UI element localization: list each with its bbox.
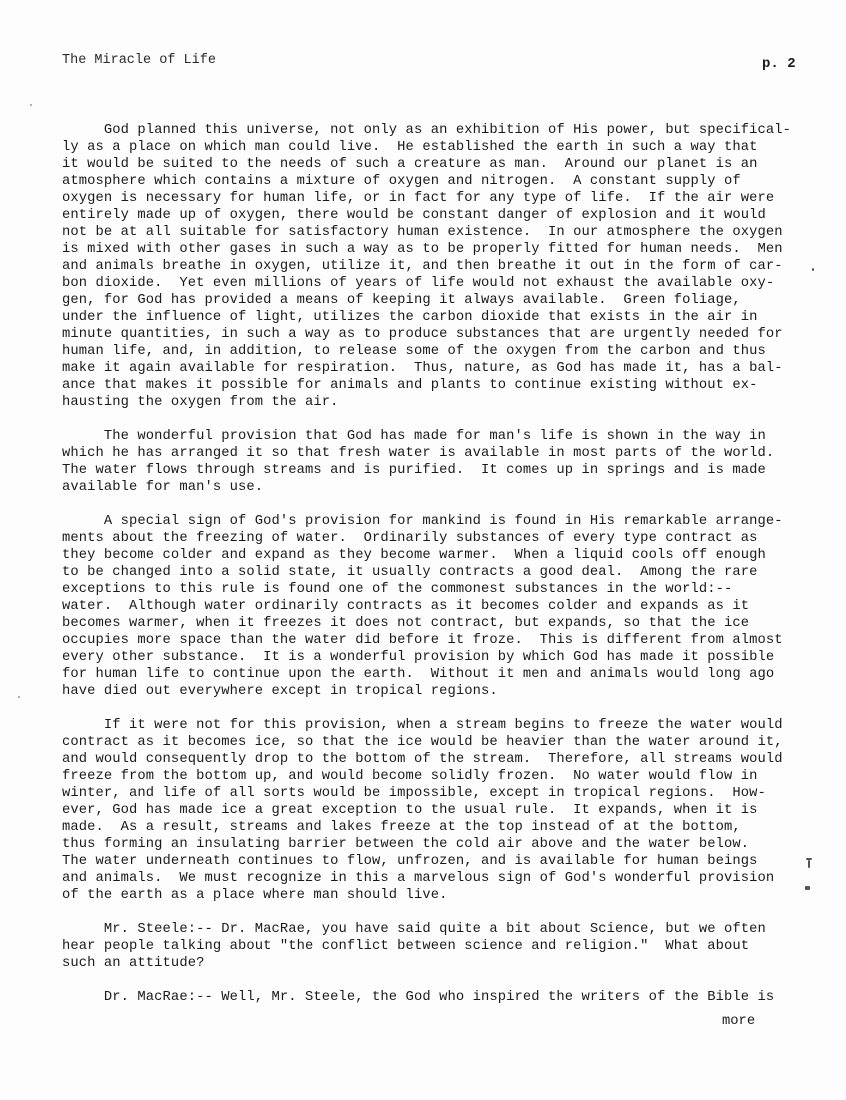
scan-speck [18,696,20,698]
text-line: under the influence of light, utilizes the carbon dioxide that exists in the air in [62,310,758,325]
text-line: entirely made up of oxygen, there would be constant danger of explosion and it would [62,208,766,223]
text-line: ly as a place on which man could live. He established the earth in such a way that [62,140,758,155]
paragraph [62,122,822,411]
text-line: If it were not for this provision, when a stream begins to freeze the water would [62,718,783,733]
text-line: which he has arranged it so that fresh water is available in most parts of the world. [62,446,775,461]
text-line: Mr. Steele:-- Dr. MacRae, you have said quite a bit about Science, but we often [62,922,766,937]
text-line: to be changed into a solid state, it usually contracts a good deal. Among the rare [62,565,758,580]
text-line: The water flows through streams and is purified. It comes up in springs and is made [62,463,766,478]
text-line: not be at all suitable for satisfactory human existence. In our atmosphere the oxygen [62,225,783,240]
text-line: they become colder and expand as they become warmer. When a liquid cools off enough [62,548,766,563]
paragraph [62,989,822,1006]
text-line: and animals. We must recognize in this a marvelous sign of God's wonderful provision [62,871,775,886]
text-line: of the earth as a place where man should live. [62,888,448,903]
text-line: The wonderful provision that God has made for man's life is shown in the way in [62,429,766,444]
scan-speck [805,886,810,890]
text-line: winter, and life of all sorts would be impossible, except in tropical regions. How- [62,786,766,801]
text-line: and would consequently drop to the bottom of the stream. Therefore, all streams would [62,752,783,767]
paragraph [62,717,822,904]
text-line: thus forming an insulating barrier between the cold air above and the water below. [62,837,750,852]
text-line: every other substance. It is a wonderful provision by which God has made it possible [62,650,775,665]
text-line: exceptions to this rule is found one of the commonest substances in the world:-- [62,582,733,597]
text-line: made. As a result, streams and lakes freeze at the top instead of at the bottom, [62,820,741,835]
continuation-marker: more [722,1014,756,1029]
paragraph [62,921,822,972]
paragraph [62,428,822,496]
scan-speck [808,860,810,868]
text-line: make it again available for respiration. Thus, nature, as God has made it, has a bal- [62,361,783,376]
text-line: it would be suited to the needs of such a creature as man. Around our planet is an [62,157,758,172]
text-line: and animals breathe in oxygen, utilize it, and then breathe it out in the form of car- [62,259,783,274]
text-line: hear people talking about "the conflict between science and religion." What about [62,939,750,954]
text-line: ments about the freezing of water. Ordinarily substances of every type contract as [62,531,758,546]
text-line: contract as it becomes ice, so that the ice would be heavier than the water around it, [62,735,783,750]
text-line: ever, God has made ice a great exception to the usual rule. It expands, when it is [62,803,758,818]
text-line: becomes warmer, when it freezes it does not contract, but expands, so that the ice [62,616,750,631]
text-line: atmosphere which contains a mixture of oxygen and nitrogen. A constant supply of [62,174,741,189]
text-line: water. Although water ordinarily contracts as it becomes colder and expands as it [62,599,750,614]
scan-speck [812,268,814,271]
text-line: occupies more space than the water did before it froze. This is different from almost [62,633,783,648]
text-line: hausting the oxygen from the air. [62,395,339,410]
text-line: ance that makes it possible for animals and plants to continue existing without ex- [62,378,758,393]
text-line: gen, for God has provided a means of keeping it always available. Green foliage, [62,293,741,308]
scan-speck [30,104,32,106]
text-line: have died out everywhere except in tropical regions. [62,684,498,699]
text-line: Dr. MacRae:-- Well, Mr. Steele, the God who inspired the writers of the Bible is [62,990,775,1005]
paragraph [62,513,822,700]
text-line: is mixed with other gases in such a way as to be properly fitted for human needs. Men [62,242,783,257]
document-body [62,122,822,1023]
text-line: for human life to continue upon the earth. Without it men and animals would long ago [62,667,775,682]
text-line: available for man's use. [62,480,264,495]
text-line: freeze from the bottom up, and would become solidly frozen. No water would flow in [62,769,758,784]
text-line: The water underneath continues to flow, unfrozen, and is available for human beings [62,854,758,869]
page-number: p. 2 [762,56,796,72]
text-line: bon dioxide. Yet even millions of years of life would not exhaust the available oxy- [62,276,775,291]
text-line: God planned this universe, not only as an exhibition of His power, but specifical- [62,123,792,138]
text-line: oxygen is necessary for human life, or in fact for any type of life. If the air were [62,191,775,206]
text-line: human life, and, in addition, to release some of the oxygen from the carbon and thus [62,344,766,359]
text-line: such an attitude? [62,956,205,971]
text-line: minute quantities, in such a way as to produce substances that are urgently needed for [62,327,783,342]
text-line: A special sign of God's provision for mankind is found in His remarkable arrange- [62,514,783,529]
running-title: The Miracle of Life [62,53,216,68]
